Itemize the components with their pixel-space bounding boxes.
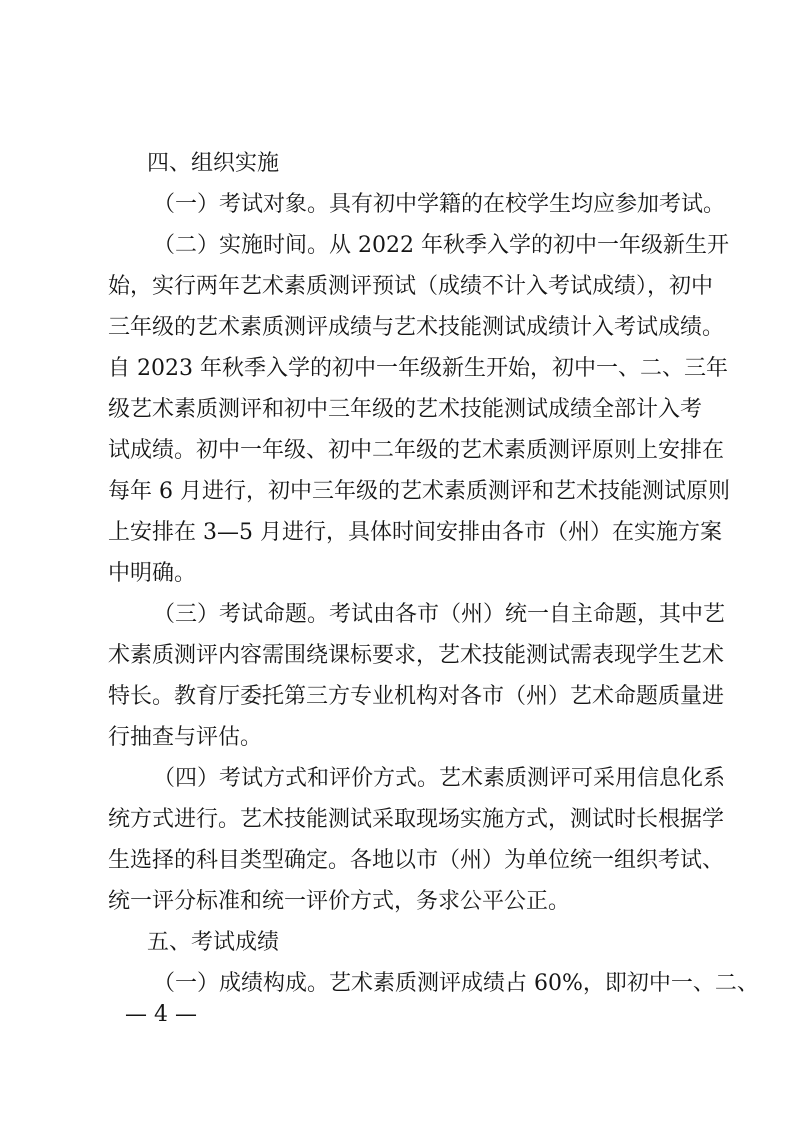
paragraph-line: 统方式进行。艺术技能测试采取现场实施方式，测试时长根据学 <box>108 807 725 832</box>
paragraph-line: （四）考试方式和评价方式。艺术素质测评可采用信息化系 <box>153 766 726 791</box>
paragraph-line: 中明确。 <box>108 561 197 586</box>
paragraph-line: 始，实行两年艺术素质测评预试（成绩不计入考试成绩），初中 <box>108 274 714 299</box>
section-heading-organization: 四、组织实施 <box>147 151 280 176</box>
paragraph-line: 三年级的艺术素质测评成绩与艺术技能测试成绩计入考试成绩。 <box>108 315 725 340</box>
paragraph-line: （二）实施时间。从 2022 年秋季入学的初中一年级新生开 <box>153 233 729 258</box>
paragraph-line: 特长。教育厅委托第三方专业机构对各市（州）艺术命题质量进 <box>108 684 725 709</box>
paragraph-line: 术素质测评内容需围绕课标要求，艺术技能测试需表现学生艺术 <box>108 643 725 668</box>
paragraph-line: 生选择的科目类型确定。各地以市（州）为单位统一组织考试、 <box>108 848 725 873</box>
paragraph-line: （一）成绩构成。艺术素质测评成绩占 60%，即初中一、二、 <box>153 971 759 996</box>
paragraph-line: 行抽查与评估。 <box>108 725 263 750</box>
page-number: — 4 — <box>125 1002 197 1027</box>
paragraph-line: 上安排在 3—5 月进行，具体时间安排由各市（州）在实施方案 <box>108 520 722 545</box>
paragraph-line: 级艺术素质测评和初中三年级的艺术技能测试成绩全部计入考 <box>108 397 703 422</box>
paragraph-line: （一）考试对象。具有初中学籍的在校学生均应参加考试。 <box>153 192 726 217</box>
paragraph-line: 自 2023 年秋季入学的初中一年级新生开始，初中一、二、三年 <box>108 356 728 381</box>
paragraph-line: （三）考试命题。考试由各市（州）统一自主命题，其中艺 <box>153 602 726 627</box>
paragraph-line: 每年 6 月进行，初中三年级的艺术素质测评和艺术技能测试原则 <box>108 479 730 504</box>
paragraph-line: 统一评分标准和统一评价方式，务求公平公正。 <box>108 889 571 914</box>
section-heading-exam-scores: 五、考试成绩 <box>147 930 280 955</box>
paragraph-line: 试成绩。初中一年级、初中二年级的艺术素质测评原则上安排在 <box>108 438 725 463</box>
